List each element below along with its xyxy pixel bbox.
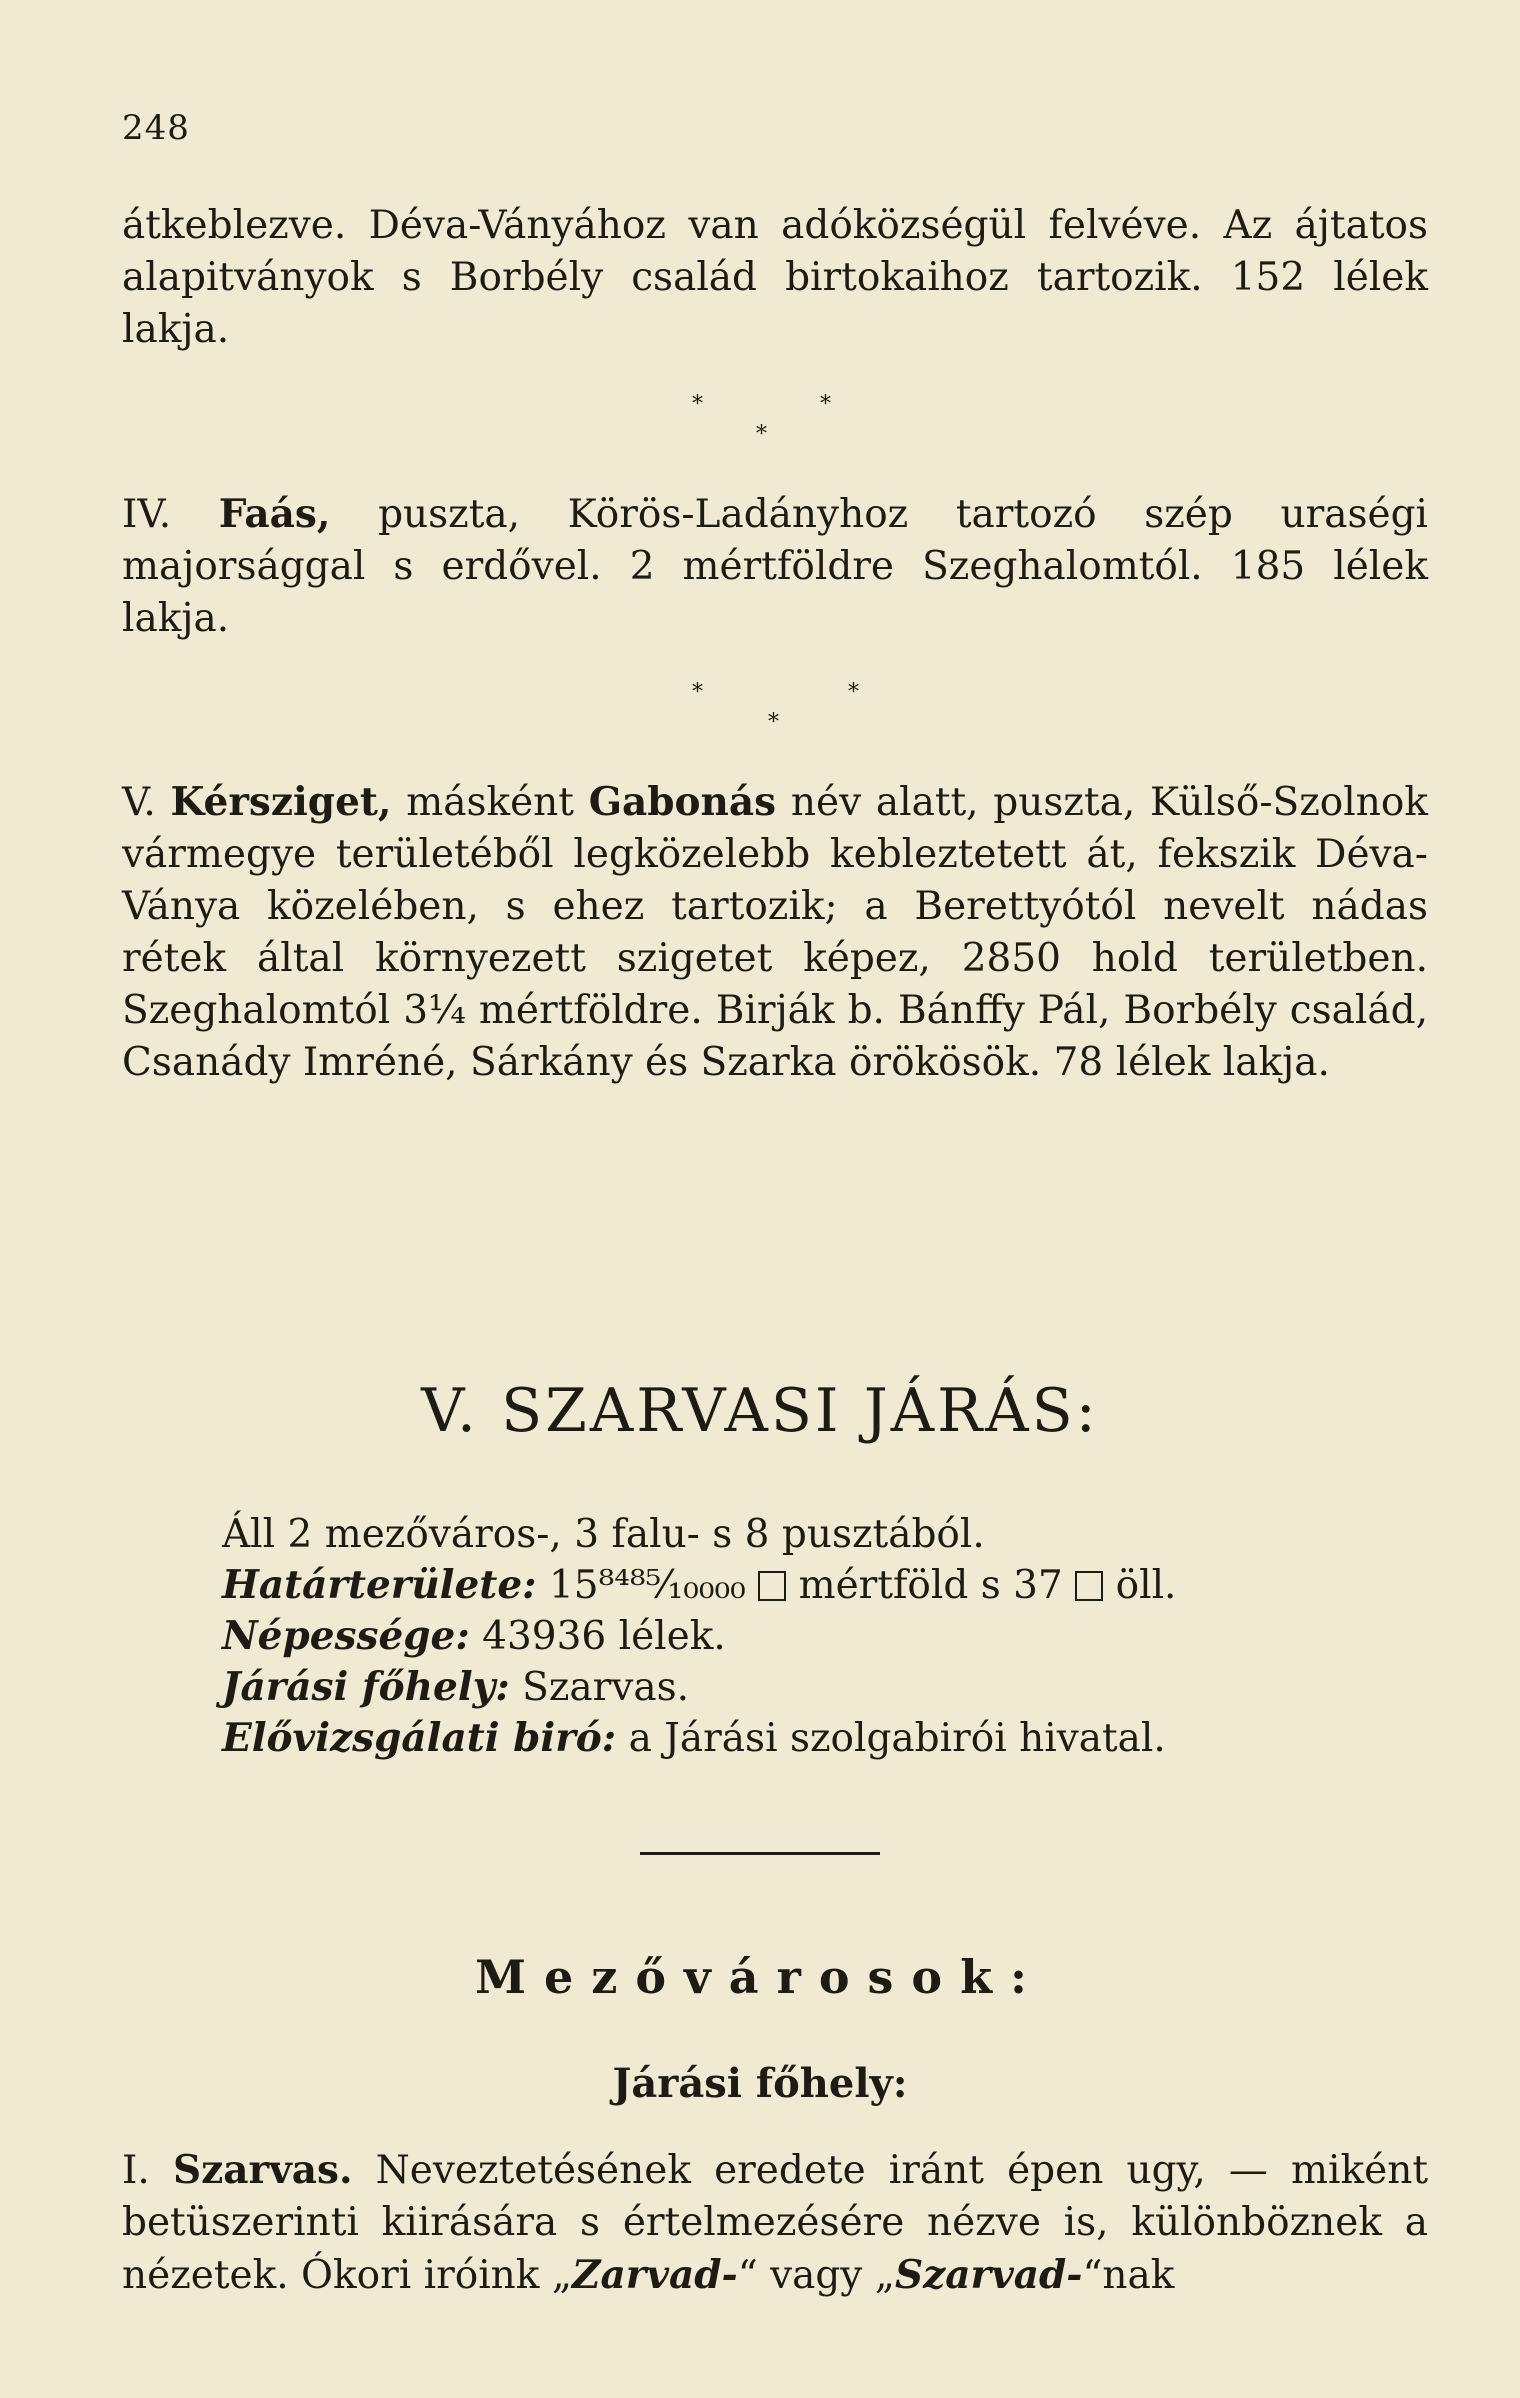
entry-word: Szarvad- [894, 2252, 1083, 2298]
entry-alt-name: Gabonás [588, 779, 777, 825]
district-line1: Áll 2 mezőváros-, 3 falu- s 8 pusztából. [222, 1512, 985, 1557]
seat-value: Szarvas. [522, 1665, 689, 1710]
pop-value: 43936 lélek. [482, 1614, 726, 1659]
district-info [222, 1510, 1176, 1764]
entry-text: puszta, Körös-Ladányhoz tartozó szép uraségi majorsággal s erdővel. 2 mértföldre Szeghalomtól. 185 lélek lakja. [122, 492, 1429, 641]
star: * [768, 710, 779, 735]
entry-text: “nak [1082, 2253, 1175, 2298]
area-label: Határterülete: [222, 1562, 537, 1608]
entry-text: másként [406, 780, 574, 825]
divider-rule [640, 1852, 880, 1855]
paragraph-text: átkeblezve. Déva-Ványához van adóközségül felvéve. Az ájtatos alapitványok s Borbély család birtokaihoz tartozik. 152 lélek lakja. [122, 203, 1428, 352]
square-symbol [1075, 1571, 1103, 1601]
entry-number: V. [122, 780, 156, 825]
entry-iv [122, 488, 1428, 645]
area-unit1: mértföld s 37 [798, 1563, 1063, 1608]
district-area [222, 1560, 1176, 1611]
star: * [848, 680, 859, 705]
separator-stars-2 [0, 680, 1520, 750]
seat-heading: Járási főhely: [612, 2060, 908, 2107]
page-number: 248 [122, 108, 190, 148]
entry-text: Neveztetésének eredete iránt épen ugy, — miként betüszerinti kiirására s értelmezésére nézve is, különböznek a nézetek. Ókori iróink „ [122, 2148, 1428, 2298]
entry-word: Zarvad- [572, 2252, 738, 2298]
district-seat [222, 1662, 1176, 1713]
district-population [222, 1611, 1176, 1662]
entry-name: Kérsziget, [170, 779, 392, 825]
pop-label: Népessége: [222, 1613, 470, 1659]
separator-stars-1 [0, 392, 1520, 462]
entry-text: név alatt, puszta, Külső-Szolnok vármegye területéből legközelebb kebleztetett át, fekszik Déva-Ványa közelében, s ehez tartozik; a Berettyótól nevelt nádas rétek által környezett szigetet képez, 2850 hold területben. Szeghalomtól 3¼ mértföldre. Birják b. Bánffy Pál, Borbély család, Csanády Imréné, Sárkány és Szarka örökösök. 78 lélek lakja. [122, 780, 1428, 1085]
district-title: V. SZARVASI JÁRÁS: [421, 1376, 1099, 1446]
seat-label: Járási főhely: [222, 1664, 510, 1710]
star: * [692, 392, 703, 417]
entry-v [122, 776, 1428, 1089]
area-value: 15⁸⁴⁸⁵⁄₁₀₀₀₀ [548, 1563, 746, 1608]
square-symbol [758, 1571, 786, 1601]
area-unit2: öll. [1115, 1563, 1177, 1608]
entry-name: Szarvas. [172, 2147, 353, 2193]
judge-label: Elővizsgálati biró: [222, 1715, 617, 1761]
entry-i [122, 2144, 1428, 2302]
paragraph-continuation [122, 200, 1428, 356]
judge-value: a Járási szolgabirói hivatal. [628, 1716, 1166, 1761]
entry-number: I. [122, 2148, 150, 2193]
entry-text: “ vagy „ [737, 2253, 895, 2298]
entry-number: IV. [122, 492, 172, 537]
towns-heading: Mezővárosok: [475, 1950, 1045, 2004]
star: * [820, 392, 831, 417]
district-judge [222, 1713, 1176, 1764]
star: * [756, 422, 767, 447]
star: * [692, 680, 703, 705]
entry-name: Faás, [218, 491, 331, 537]
